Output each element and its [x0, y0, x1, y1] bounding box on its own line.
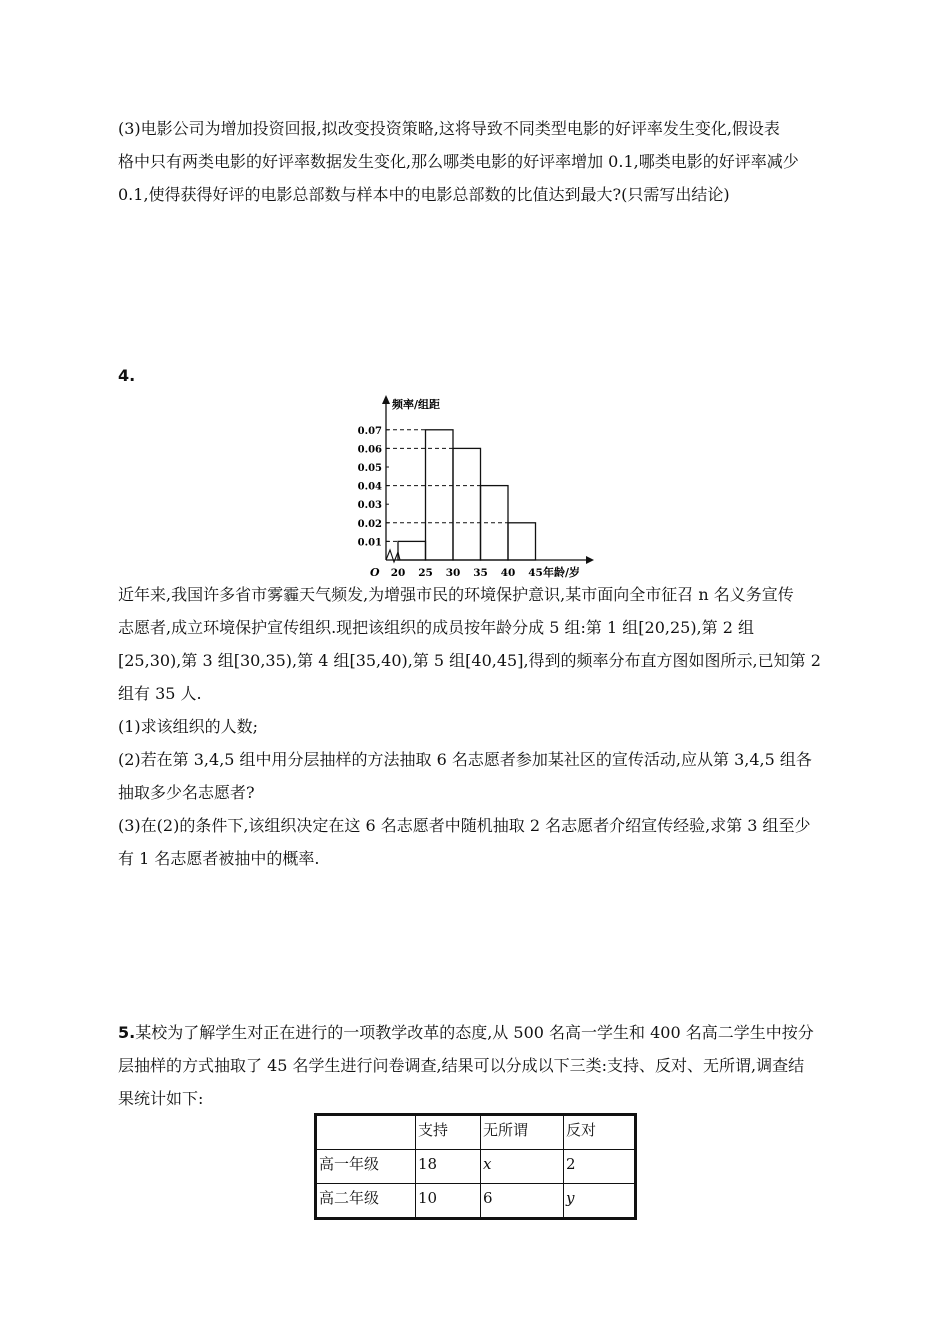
histogram-bar [426, 430, 454, 560]
x-axis-arrow [586, 556, 594, 564]
text-line: [25,30),第 3 组[30,35),第 4 组[35,40),第 5 组[40,45],得到的频率分布直方图如图所示,已知第 2 [118, 651, 821, 670]
origin-label: O [370, 566, 380, 579]
y-tick-label: 0.07 [357, 425, 382, 437]
y-tick-label: 0.02 [357, 518, 382, 530]
table-cell: y [564, 1184, 636, 1219]
y-axis-arrow [382, 395, 390, 404]
question-5-text [118, 1016, 840, 1115]
y-tick-label: 0.04 [357, 481, 382, 493]
text-line: 组有 35 人. [118, 684, 202, 703]
x-tick-label: 45 [528, 567, 543, 579]
table-cell: 高一年级 [316, 1150, 416, 1184]
text-line: (1)求该组织的人数; [118, 717, 259, 736]
x-tick-label: 40 [500, 567, 516, 579]
text-line [118, 1016, 840, 1049]
histogram-bar [508, 523, 536, 560]
histogram-bar [453, 448, 481, 560]
x-tick-label: 35 [473, 567, 488, 579]
table-cell: x [481, 1150, 564, 1184]
table-cell: 高二年级 [316, 1184, 416, 1219]
question-4-text [118, 578, 840, 875]
text-line-content: 某校为了解学生对正在进行的一项教学改革的态度,从 500 名高一学生和 400 名高二学生中按分 [135, 1023, 814, 1042]
y-tick-label: 0.05 [357, 463, 382, 474]
table-cell: 18 [416, 1150, 481, 1184]
table-cell: 6 [481, 1184, 564, 1219]
table-header-row [316, 1115, 636, 1150]
table-header-cell: 支持 [416, 1115, 481, 1150]
histogram-bar [398, 541, 426, 560]
text-line: 0.1,使得获得好评的电影总部数与样本中的电影总部数的比值达到最大?(只需写出结论) [118, 185, 730, 204]
question-5-number: 5. [118, 1023, 136, 1042]
table-row [316, 1150, 636, 1184]
text-line: (3)电影公司为增加投资回报,拟改变投资策略,这将导致不同类型电影的好评率发生变化,假设表 [118, 119, 780, 138]
text-line: 近年来,我国许多省市雾霾天气频发,为增强市民的环境保护意识,某市面向全市征召 n 名义务宣传 [118, 585, 794, 604]
y-tick-label: 0.03 [357, 500, 382, 512]
y-tick-label: 0.06 [357, 444, 382, 456]
table-header-cell [316, 1115, 416, 1150]
table-header-cell: 反对 [564, 1115, 636, 1150]
table-cell: 10 [416, 1184, 481, 1219]
table-header-cell: 无所谓 [481, 1115, 564, 1150]
text-line: 果统计如下: [118, 1089, 204, 1108]
table-cell: 2 [564, 1150, 636, 1184]
x-tick-label: 20 [390, 567, 406, 579]
frequency-histogram [350, 390, 600, 582]
x-tick-label: 30 [445, 567, 461, 579]
text-line: 抽取多少名志愿者? [118, 783, 255, 802]
text-line: 格中只有两类电影的好评率数据发生变化,那么哪类电影的好评率增加 0.1,哪类电影的好评率减少 [118, 152, 799, 171]
y-tick-label: 0.01 [357, 537, 382, 549]
text-line: 有 1 名志愿者被抽中的概率. [118, 849, 320, 868]
x-tick-label: 25 [418, 567, 433, 579]
text-line: 层抽样的方式抽取了 45 名学生进行问卷调查,结果可以分成以下三类:支持、反对、无所谓,调查结 [118, 1056, 805, 1075]
y-axis-label: 频率/组距 [392, 398, 441, 411]
survey-table [314, 1113, 637, 1220]
text-line: 志愿者,成立环境保护宣传组织.现把该组织的成员按年龄分成 5 组:第 1 组[20,25),第 2 组 [118, 618, 754, 637]
x-axis-label: 年龄/岁 [543, 566, 581, 579]
text-line: (2)若在第 3,4,5 组中用分层抽样的方法抽取 6 名志愿者参加某社区的宣传活动,应从第 3,4,5 组各 [118, 750, 812, 769]
table-row [316, 1184, 636, 1219]
text-line: (3)在(2)的条件下,该组织决定在这 6 名志愿者中随机抽取 2 名志愿者介绍宣传经验,求第 3 组至少 [118, 816, 811, 835]
question-3-part-3 [118, 112, 840, 211]
question-4-number: 4. [118, 366, 136, 385]
